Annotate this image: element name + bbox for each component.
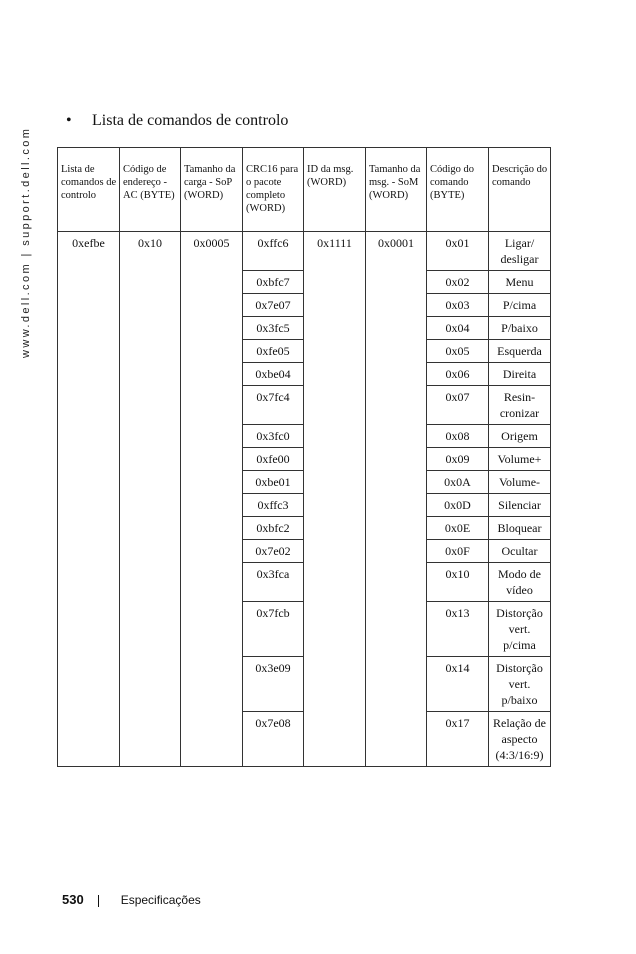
header-cell: Código do comando (BYTE)	[427, 148, 489, 232]
header-cell: Tamanho da msg. - SoM (WORD)	[366, 148, 427, 232]
msg-size-cell: 0x0001	[366, 232, 427, 767]
address-cell: 0x10	[120, 232, 181, 767]
command-description-cell: P/baixo	[489, 317, 551, 340]
section-heading	[66, 112, 288, 130]
command-description-cell: Menu	[489, 271, 551, 294]
page-footer	[62, 892, 201, 907]
crc-cell: 0xbe01	[243, 471, 304, 494]
command-code-cell: 0x0A	[427, 471, 489, 494]
header-cell: Descrição do comando	[489, 148, 551, 232]
header-cell: ID da msg. (WORD)	[304, 148, 366, 232]
header-cell: CRC16 para o pacote completo (WORD)	[243, 148, 304, 232]
command-description-cell: Modo de vídeo	[489, 563, 551, 602]
table-header-row	[58, 148, 551, 232]
command-code-cell: 0x03	[427, 294, 489, 317]
bullet: •	[66, 112, 72, 129]
header-cell: Código de endereço - AC (BYTE)	[120, 148, 181, 232]
command-description-cell: Direita	[489, 363, 551, 386]
crc-cell: 0x7fc4	[243, 386, 304, 425]
footer-divider	[98, 895, 99, 907]
command-description-cell: Esquerda	[489, 340, 551, 363]
crc-cell: 0x7e02	[243, 540, 304, 563]
command-description-cell: Ligar/ desligar	[489, 232, 551, 271]
command-code-cell: 0x17	[427, 712, 489, 767]
command-code-cell: 0x0E	[427, 517, 489, 540]
footer-section: Especificações	[120, 893, 201, 907]
side-url	[18, 112, 38, 362]
table-row	[58, 232, 551, 271]
command-description-cell: Distorção vert. p/baixo	[489, 657, 551, 712]
command-description-cell: Relação de aspecto (4:3/16:9)	[489, 712, 551, 767]
command-code-cell: 0x09	[427, 448, 489, 471]
command-description-cell: P/cima	[489, 294, 551, 317]
command-description-cell: Volume+	[489, 448, 551, 471]
crc-cell: 0xffc3	[243, 494, 304, 517]
command-description-cell: Silenciar	[489, 494, 551, 517]
crc-cell: 0x7e07	[243, 294, 304, 317]
header-cell: Lista de comandos de controlo	[58, 148, 120, 232]
command-code-cell: 0x0F	[427, 540, 489, 563]
command-description-cell: Volume-	[489, 471, 551, 494]
side-url-text: www.dell.com | support.dell.com	[20, 126, 32, 358]
command-description-cell: Resin- cronizar	[489, 386, 551, 425]
page-number: 530	[62, 892, 84, 907]
crc-cell: 0xffc6	[243, 232, 304, 271]
command-code-cell: 0x08	[427, 425, 489, 448]
crc-cell: 0xfe00	[243, 448, 304, 471]
crc-cell: 0xbe04	[243, 363, 304, 386]
command-code-cell: 0x02	[427, 271, 489, 294]
command-table	[57, 147, 551, 767]
list-cell: 0xefbe	[58, 232, 120, 767]
command-description-cell: Ocultar	[489, 540, 551, 563]
command-code-cell: 0x14	[427, 657, 489, 712]
payload-size-cell: 0x0005	[181, 232, 243, 767]
crc-cell: 0x3fc0	[243, 425, 304, 448]
crc-cell: 0xbfc2	[243, 517, 304, 540]
command-code-cell: 0x13	[427, 602, 489, 657]
crc-cell: 0x7fcb	[243, 602, 304, 657]
command-description-cell: Origem	[489, 425, 551, 448]
section-title: Lista de comandos de controlo	[92, 112, 289, 129]
crc-cell: 0xfe05	[243, 340, 304, 363]
command-code-cell: 0x10	[427, 563, 489, 602]
crc-cell: 0xbfc7	[243, 271, 304, 294]
command-code-cell: 0x05	[427, 340, 489, 363]
crc-cell: 0x3fca	[243, 563, 304, 602]
command-code-cell: 0x0D	[427, 494, 489, 517]
command-description-cell: Distorção vert. p/cima	[489, 602, 551, 657]
command-code-cell: 0x07	[427, 386, 489, 425]
command-code-cell: 0x06	[427, 363, 489, 386]
crc-cell: 0x3fc5	[243, 317, 304, 340]
command-description-cell: Bloquear	[489, 517, 551, 540]
crc-cell: 0x3e09	[243, 657, 304, 712]
msg-id-cell: 0x1111	[304, 232, 366, 767]
command-code-cell: 0x01	[427, 232, 489, 271]
command-code-cell: 0x04	[427, 317, 489, 340]
header-cell: Tamanho da carga - SoP (WORD)	[181, 148, 243, 232]
crc-cell: 0x7e08	[243, 712, 304, 767]
